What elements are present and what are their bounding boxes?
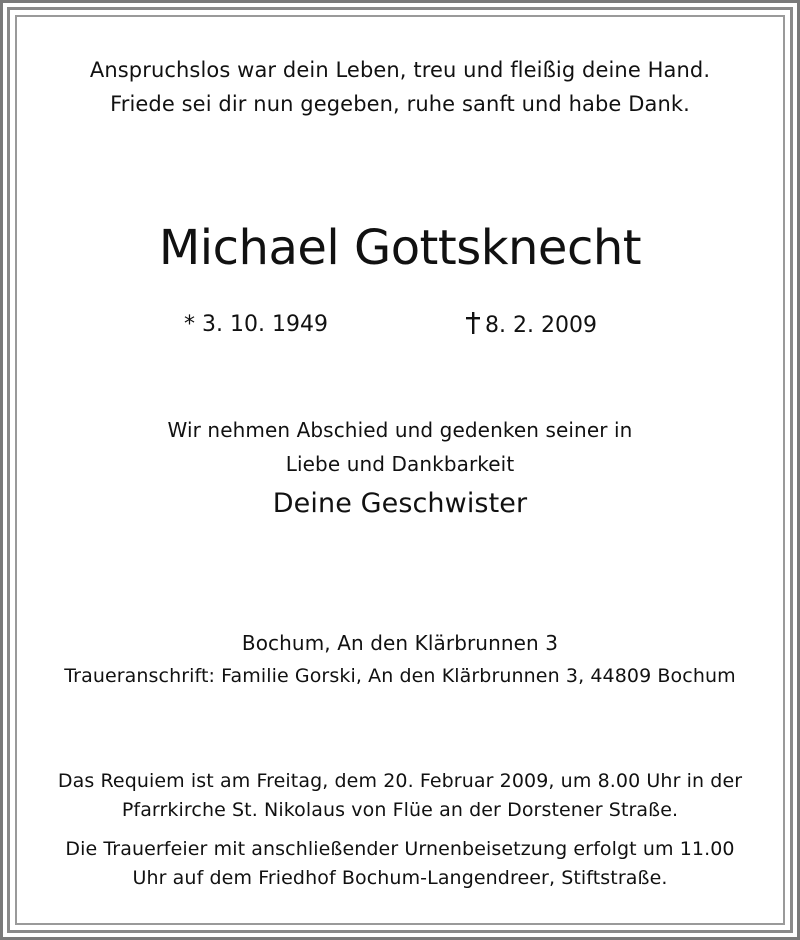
obituary-notice [22, 22, 778, 918]
farewell-line-2: Liebe und Dankbarkeit [285, 452, 515, 476]
mourning-address: Traueranschrift: Familie Gorski, An den Klärbrunnen 3, 44809 Bochum [64, 665, 736, 687]
deceased-name: Michael Gottsknecht [158, 220, 642, 276]
funeral-line-1: Die Trauerfeier mit anschließender Urnenbeisetzung erfolgt um 11.00 [65, 838, 735, 860]
requiem-line-2: Pfarrkirche St. Nikolaus von Flüe an der Dorstener Straße. [121, 799, 679, 821]
verse-line-2: Friede sei dir nun gegeben, ruhe sanft und habe Dank. [110, 92, 690, 116]
cross-icon [465, 312, 481, 334]
death-date: 8. 2. 2009 [485, 313, 597, 338]
verse-line-1: Anspruchslos war dein Leben, treu und fleißig deine Hand. [89, 58, 711, 82]
farewell-line-1: Wir nehmen Abschied und gedenken seiner in [167, 418, 633, 442]
address-place: Bochum, An den Klärbrunnen 3 [241, 631, 559, 655]
funeral-line-2: Uhr auf dem Friedhof Bochum-Langendreer, Stiftstraße. [132, 867, 668, 889]
signed-by: Deine Geschwister [272, 488, 528, 519]
death-date-group [465, 312, 597, 338]
birth-date: * 3. 10. 1949 [184, 312, 328, 337]
requiem-line-1: Das Requiem ist am Freitag, dem 20. Februar 2009, um 8.00 Uhr in der [57, 770, 743, 792]
